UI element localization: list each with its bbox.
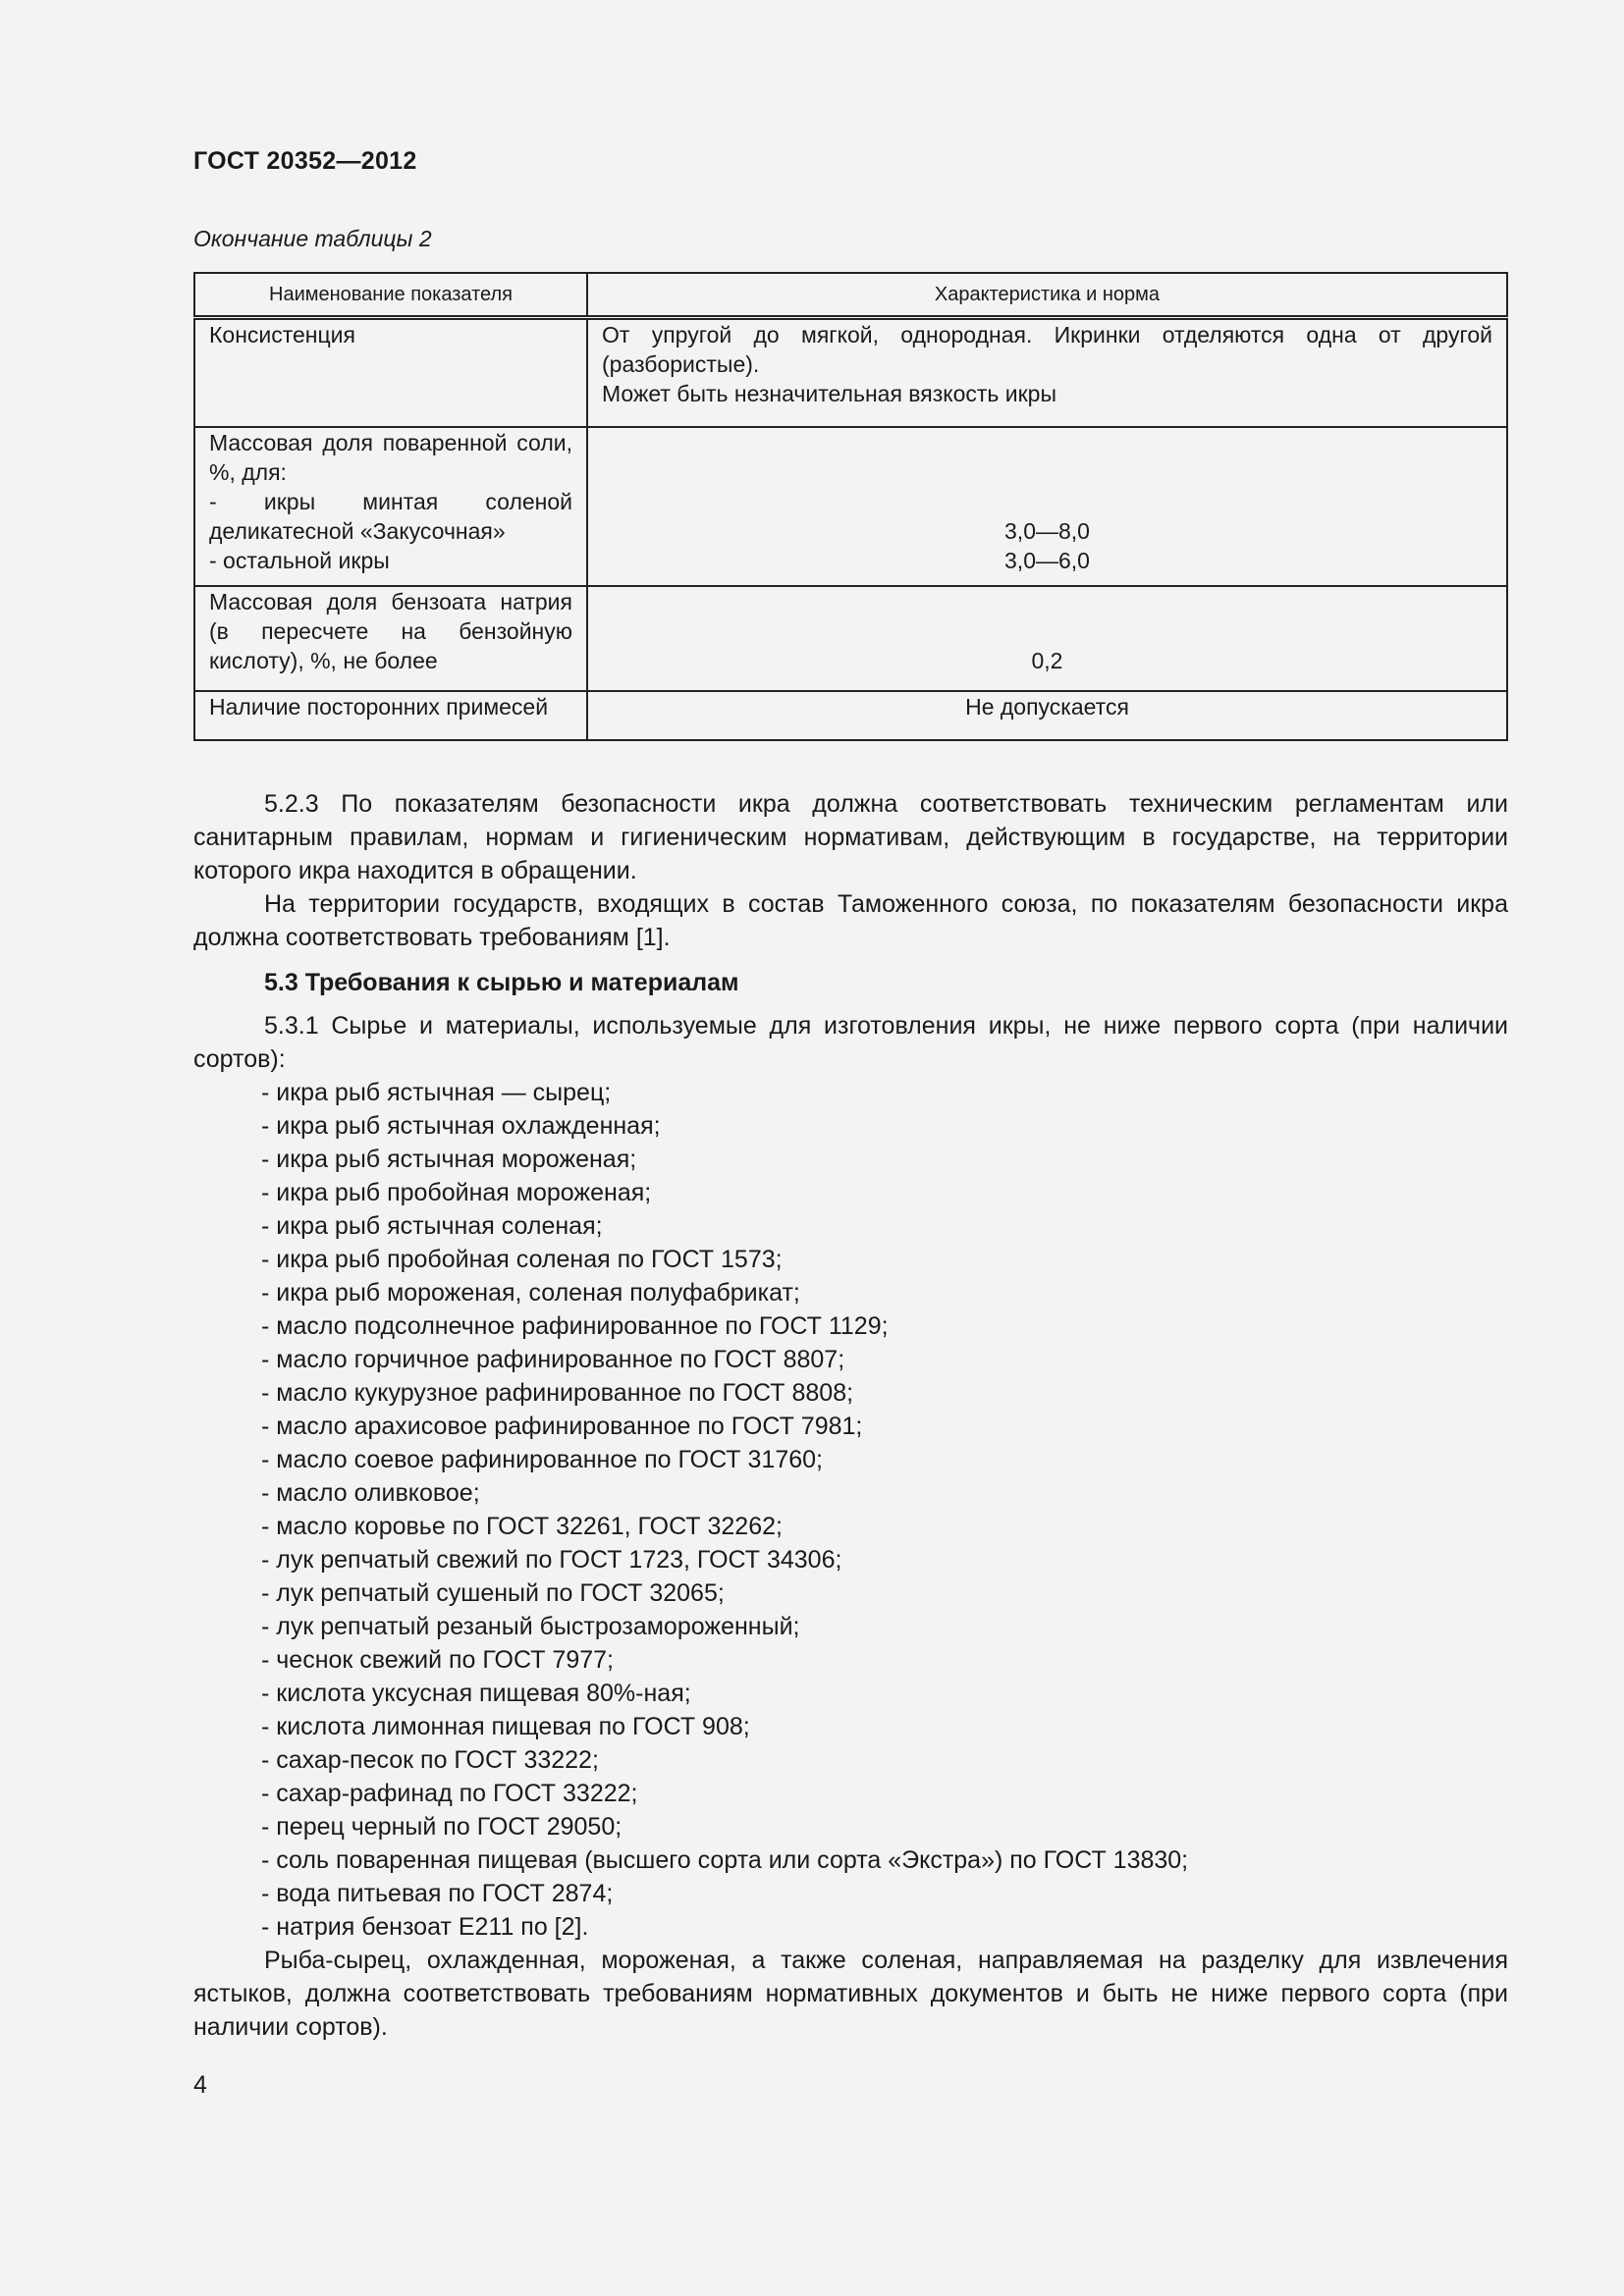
list-item: - сахар-рафинад по ГОСТ 33222; xyxy=(261,1780,638,1807)
norm-salt xyxy=(587,427,1507,586)
indicator-impurities: Наличие посторонних примесей xyxy=(194,691,587,740)
list-item: - икра рыб мороженая, соленая полуфабрикат; xyxy=(261,1279,800,1307)
list-item: - вода питьевая по ГОСТ 2874; xyxy=(261,1880,614,1907)
list-item: - натрия бензоат Е211 по [2]. xyxy=(261,1913,589,1941)
indicator-salt-line: - остальной икры xyxy=(209,548,390,573)
list-item: - масло арахисовое рафинированное по ГОСТ 7981; xyxy=(261,1413,863,1440)
list-item: - масло подсолнечное рафинированное по ГОСТ 1129; xyxy=(261,1312,889,1340)
table-row xyxy=(194,318,1507,428)
indicator-consistency: Консистенция xyxy=(194,318,587,428)
table-row xyxy=(194,586,1507,691)
list-item: - икра рыб ястычная мороженая; xyxy=(261,1146,637,1173)
spec-table xyxy=(193,272,1508,741)
list-item: - икра рыб пробойная мороженая; xyxy=(261,1179,652,1206)
table-header-row xyxy=(194,273,1507,318)
norm-impurities-value: Не допускается xyxy=(965,694,1129,720)
materials-list xyxy=(193,1076,1508,1944)
norm-consistency-text: От упругой до мягкой, однородная. Икринки отделяются одна от другой (разбористые). xyxy=(602,322,1492,377)
norm-consistency xyxy=(587,318,1507,428)
list-item: - кислота лимонная пищевая по ГОСТ 908; xyxy=(261,1713,750,1740)
table-caption: Окончание таблицы 2 xyxy=(193,226,432,251)
table-row xyxy=(194,691,1507,740)
indicator-salt-line: Массовая доля поваренной соли, %, для: xyxy=(209,430,572,485)
list-item: - икра рыб ястычная — сырец; xyxy=(261,1079,612,1106)
paragraph-5-2-3: 5.2.3 По показателям безопасности икра должна соответствовать техническим регламентам или санитарным правилам, нормам и гигиеническим нормативам, действующим в государстве, на территории которого икра находится в обращении. xyxy=(193,790,1508,884)
paragraph-raw-fish: Рыба-сырец, охлажденная, мороженая, а также соленая, направляемая на разделку для извлечения ястыков, должна соответствовать требованиям нормативных документов и быть не ниже первого сорта (при наличии сортов). xyxy=(193,1947,1508,2041)
norm-benzoate xyxy=(587,586,1507,691)
norm-benzoate-value: 0,2 xyxy=(1031,648,1063,673)
list-item: - икра рыб ястычная охлажденная; xyxy=(261,1112,661,1140)
list-item: - икра рыб ястычная соленая; xyxy=(261,1212,603,1240)
norm-consistency-note: Может быть незначительная вязкость икры xyxy=(602,381,1057,406)
list-item: - масло кукурузное рафинированное по ГОСТ 8808; xyxy=(261,1379,854,1407)
list-item: - перец черный по ГОСТ 29050; xyxy=(261,1813,623,1841)
list-item: - масло горчичное рафинированное по ГОСТ 8807; xyxy=(261,1346,845,1373)
list-item: - лук репчатый свежий по ГОСТ 1723, ГОСТ 34306; xyxy=(261,1546,842,1574)
table-row xyxy=(194,427,1507,586)
list-item: - масло соевое рафинированное по ГОСТ 31760; xyxy=(261,1446,823,1473)
indicator-benzoate: Массовая доля бензоата натрия (в пересчете на бензойную кислоту), %, не более xyxy=(194,586,587,691)
section-title-5-3: 5.3 Требования к сырью и материалам xyxy=(264,969,739,996)
list-item: - масло оливковое; xyxy=(261,1479,480,1507)
indicator-salt-line: - икры минтая соленой деликатесной «Закусочная» xyxy=(209,489,572,544)
indicator-salt xyxy=(194,427,587,586)
list-item: - лук репчатый резаный быстрозамороженный; xyxy=(261,1613,800,1640)
norm-impurities xyxy=(587,691,1507,740)
page-number: 4 xyxy=(193,2071,207,2099)
list-item: - икра рыб пробойная соленая по ГОСТ 1573; xyxy=(261,1246,783,1273)
list-item: - соль поваренная пищевая (высшего сорта или сорта «Экстра») по ГОСТ 13830; xyxy=(261,1846,1189,1874)
list-item: - кислота уксусная пищевая 80%-ная; xyxy=(261,1680,691,1707)
column-header-norm: Характеристика и норма xyxy=(587,273,1507,318)
paragraph-5-3-1: 5.3.1 Сырье и материалы, используемые для изготовления икры, не ниже первого сорта (при наличии сортов): xyxy=(193,1012,1508,1073)
list-item: - лук репчатый сушеный по ГОСТ 32065; xyxy=(261,1579,725,1607)
norm-salt-value: 3,0—8,0 xyxy=(1004,518,1090,544)
body-text xyxy=(193,787,1508,2044)
norm-salt-value: 3,0—6,0 xyxy=(1004,548,1090,573)
document-header: ГОСТ 20352—2012 xyxy=(193,147,417,175)
column-header-indicator: Наименование показателя xyxy=(194,273,587,318)
list-item: - чеснок свежий по ГОСТ 7977; xyxy=(261,1646,614,1674)
list-item: - масло коровье по ГОСТ 32261, ГОСТ 32262; xyxy=(261,1513,783,1540)
list-item: - сахар-песок по ГОСТ 33222; xyxy=(261,1746,599,1774)
paragraph-customs-union: На территории государств, входящих в состав Таможенного союза, по показателям безопасности икра должна соответствовать требованиям [1]. xyxy=(193,890,1508,951)
